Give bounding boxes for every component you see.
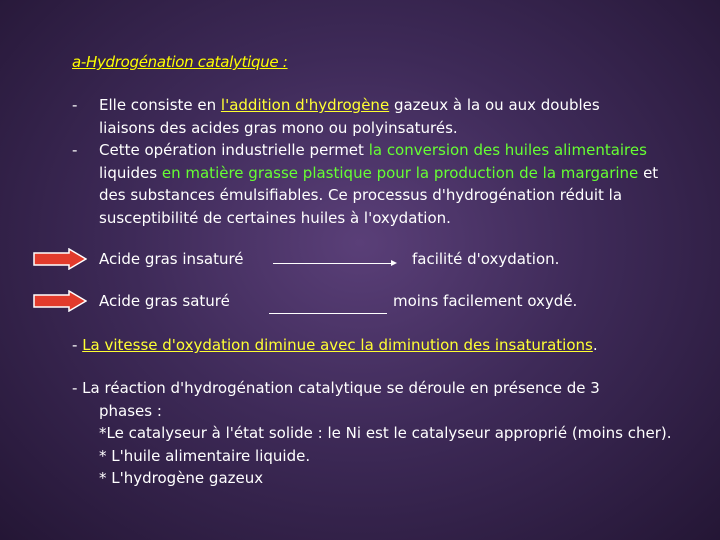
reaction-line-2: phases : bbox=[99, 401, 162, 420]
bullet-2-line-4: susceptibilité de certaines huiles à l'oxydation. bbox=[99, 208, 451, 227]
arrow-line-1 bbox=[273, 263, 395, 264]
unsaturated-result: facilité d'oxydation. bbox=[412, 250, 560, 268]
saturated-label: Acide gras saturé bbox=[99, 292, 230, 310]
bullet-dash-1: - bbox=[72, 96, 78, 114]
slide-title: a-Hydrogénation catalytique : bbox=[72, 53, 288, 71]
bullet-1 bbox=[99, 94, 699, 139]
line-2 bbox=[269, 313, 387, 314]
unsaturated-label: Acide gras insaturé bbox=[99, 250, 244, 268]
bullet-dash-2: - bbox=[72, 141, 78, 159]
bullet-2 bbox=[99, 139, 709, 229]
bullet-1-line-2: liaisons des acides gras mono ou polyinsaturés. bbox=[99, 118, 458, 137]
bullet-2-line-3: des substances émulsifiables. Ce processus d'hydrogénation réduit la bbox=[99, 186, 623, 204]
oxidation-speed-highlight: La vitesse d'oxydation diminue avec la diminution des insaturations bbox=[82, 336, 593, 354]
margarine-highlight: en matière grasse plastique pour la production de la margarine bbox=[161, 163, 639, 182]
red-arrow-icon bbox=[33, 290, 87, 312]
reaction-line-4: * L'huile alimentaire liquide. bbox=[99, 446, 311, 465]
reaction-line-5: * L'hydrogène gazeux bbox=[99, 469, 264, 487]
reaction-line-3: *Le catalyseur à l'état solide : le Ni est le catalyseur approprié (moins cher). bbox=[99, 424, 672, 442]
conversion-highlight: la conversion des huiles alimentaires bbox=[368, 141, 647, 159]
saturated-result: moins facilement oxydé. bbox=[393, 292, 578, 310]
addition-hydrogen-highlight: l'addition d'hydrogène bbox=[220, 96, 390, 114]
red-arrow-icon bbox=[33, 248, 87, 270]
bullet-1-line-1: Elle consiste en l'addition d'hydrogène gazeux à la ou aux doubles bbox=[99, 96, 600, 114]
oxidation-speed: - La vitesse d'oxydation diminue avec la diminution des insaturations. bbox=[72, 336, 598, 354]
bullet-2-line-1: Cette opération industrielle permet la conversion des huiles alimentaires bbox=[99, 141, 647, 159]
bullet-2-line-2: liquides en matière grasse plastique pour la production de la margarine et bbox=[99, 163, 659, 182]
reaction-line-1: - La réaction d'hydrogénation catalytique se déroule en présence de 3 bbox=[72, 379, 600, 397]
reaction-block bbox=[72, 377, 712, 490]
